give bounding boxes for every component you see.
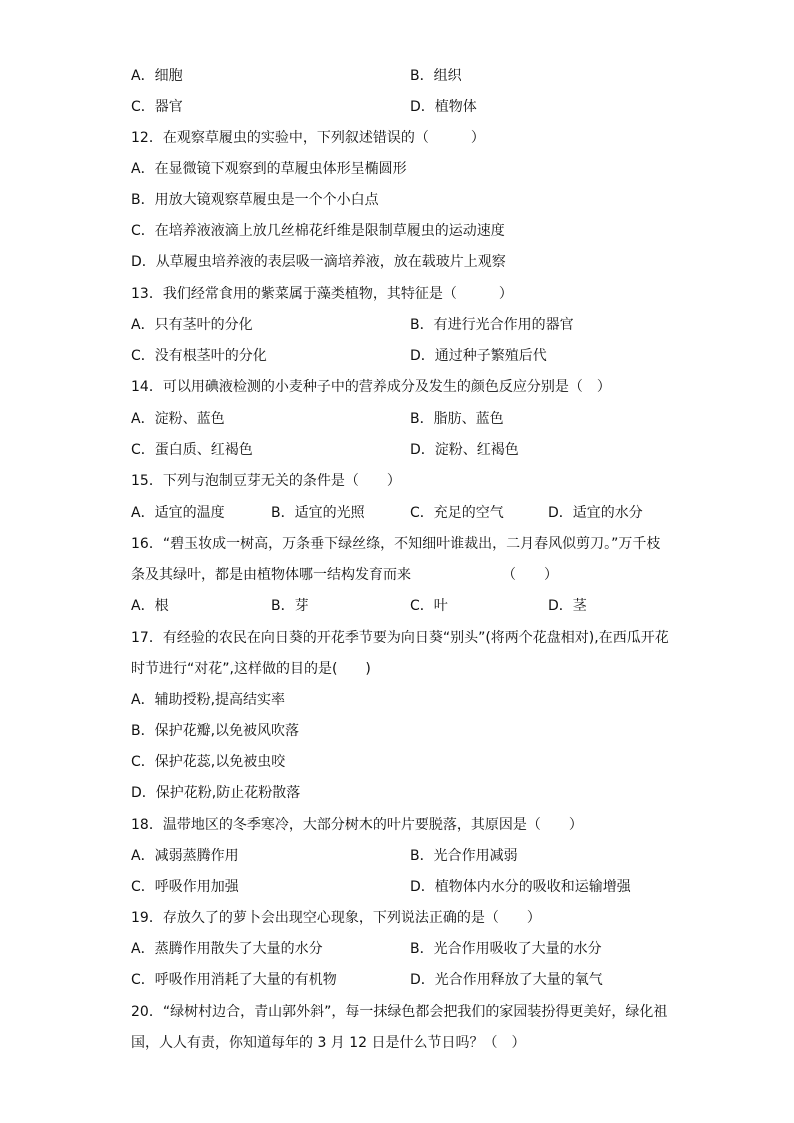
q14-stem: 14．可以用碘液检测的小麦种子中的营养成分及发生的颜色反应分别是（ ） [131,379,611,395]
q12-option-c: C．在培养液液滴上放几丝棉花纤维是限制草履虫的运动速度 [131,223,505,239]
q13-option-a: A．只有茎叶的分化 [131,317,253,333]
q14-option-c: C．蛋白质、红褐色 [131,442,253,458]
q18-option-b: B．光合作用减弱 [410,848,518,864]
q11-option-d: D．植物体 [410,99,477,115]
q11-option-b: B．组织 [410,68,462,84]
q16-option-c: C．叶 [410,598,448,614]
q19-stem: 19．存放久了的萝卜会出现空心现象，下列说法正确的是（ ） [131,910,541,926]
q17-stem-line2: 时节进行“对花”,这样做的目的是( ) [131,661,371,677]
q18-stem: 18．温带地区的冬季寒冷，大部分树木的叶片要脱落，其原因是（ ） [131,817,583,833]
q19-option-a: A．蒸腾作用散失了大量的水分 [131,941,323,957]
q15-option-c: C．充足的空气 [410,505,504,521]
q16-answer-paren: （ ） [502,567,558,583]
q17-stem-line1: 17．有经验的农民在向日葵的开花季节要为向日葵“别头”(将两个花盘相对),在西瓜开花 [131,630,669,646]
q16-option-b: B．芽 [271,598,309,614]
q14-option-b: B．脂肪、蓝色 [410,411,504,427]
q18-option-a: A．减弱蒸腾作用 [131,848,239,864]
q19-option-b: B．光合作用吸收了大量的水分 [410,941,602,957]
q15-option-b: B．适宜的光照 [271,505,365,521]
q19-option-d: D．光合作用释放了大量的氧气 [410,972,603,988]
q11-option-a: A．细胞 [131,68,183,84]
q17-option-c: C．保护花蕊,以免被虫咬 [131,754,286,770]
q13-stem: 13．我们经常食用的紫菜属于藻类植物，其特征是（ ） [131,286,513,302]
q15-option-a: A．适宜的温度 [131,505,225,521]
q17-option-a: A．辅助授粉,提高结实率 [131,692,286,708]
q15-option-d: D．适宜的水分 [548,505,643,521]
q18-option-d: D．植物体内水分的吸收和运输增强 [410,879,631,895]
q16-stem-line2: 条及其绿叶，都是由植物体哪一结构发育而来 [131,567,411,583]
q16-option-d: D．茎 [548,598,587,614]
q14-option-d: D．淀粉、红褐色 [410,442,519,458]
q13-option-b: B．有进行光合作用的器官 [410,317,574,333]
q16-stem-line1: 16．“碧玉妆成一树高，万条垂下绿丝绦，不知细叶谁裁出，二月春风似剪刀。”万千枝 [131,536,661,552]
q14-option-a: A．淀粉、蓝色 [131,411,225,427]
q15-stem: 15．下列与泡制豆芽无关的条件是（ ） [131,473,401,489]
q18-option-c: C．呼吸作用加强 [131,879,239,895]
q20-stem-line2: 国，人人有责，你知道每年的 3 月 12 日是什么节日吗？（ ） [131,1035,526,1051]
q12-option-a: A．在显微镜下观察到的草履虫体形呈椭圆形 [131,161,407,177]
q11-option-c: C．器官 [131,99,183,115]
q12-stem: 12．在观察草履虫的实验中，下列叙述错误的（ ） [131,130,485,146]
q16-option-a: A．根 [131,598,169,614]
q17-option-b: B．保护花瓣,以免被风吹落 [131,723,300,739]
q13-option-c: C．没有根茎叶的分化 [131,348,267,364]
q12-option-b: B．用放大镜观察草履虫是一个个小白点 [131,192,379,208]
q12-option-d: D．从草履虫培养液的表层吸一滴培养液，放在载玻片上观察 [131,254,506,270]
q17-option-d: D．保护花粉,防止花粉散落 [131,785,301,801]
q20-stem-line1: 20．“绿树村边合，青山郭外斜”，每一抹绿色都会把我们的家园装扮得更美好，绿化祖 [131,1004,668,1020]
q19-option-c: C．呼吸作用消耗了大量的有机物 [131,972,337,988]
q13-option-d: D．通过种子繁殖后代 [410,348,547,364]
